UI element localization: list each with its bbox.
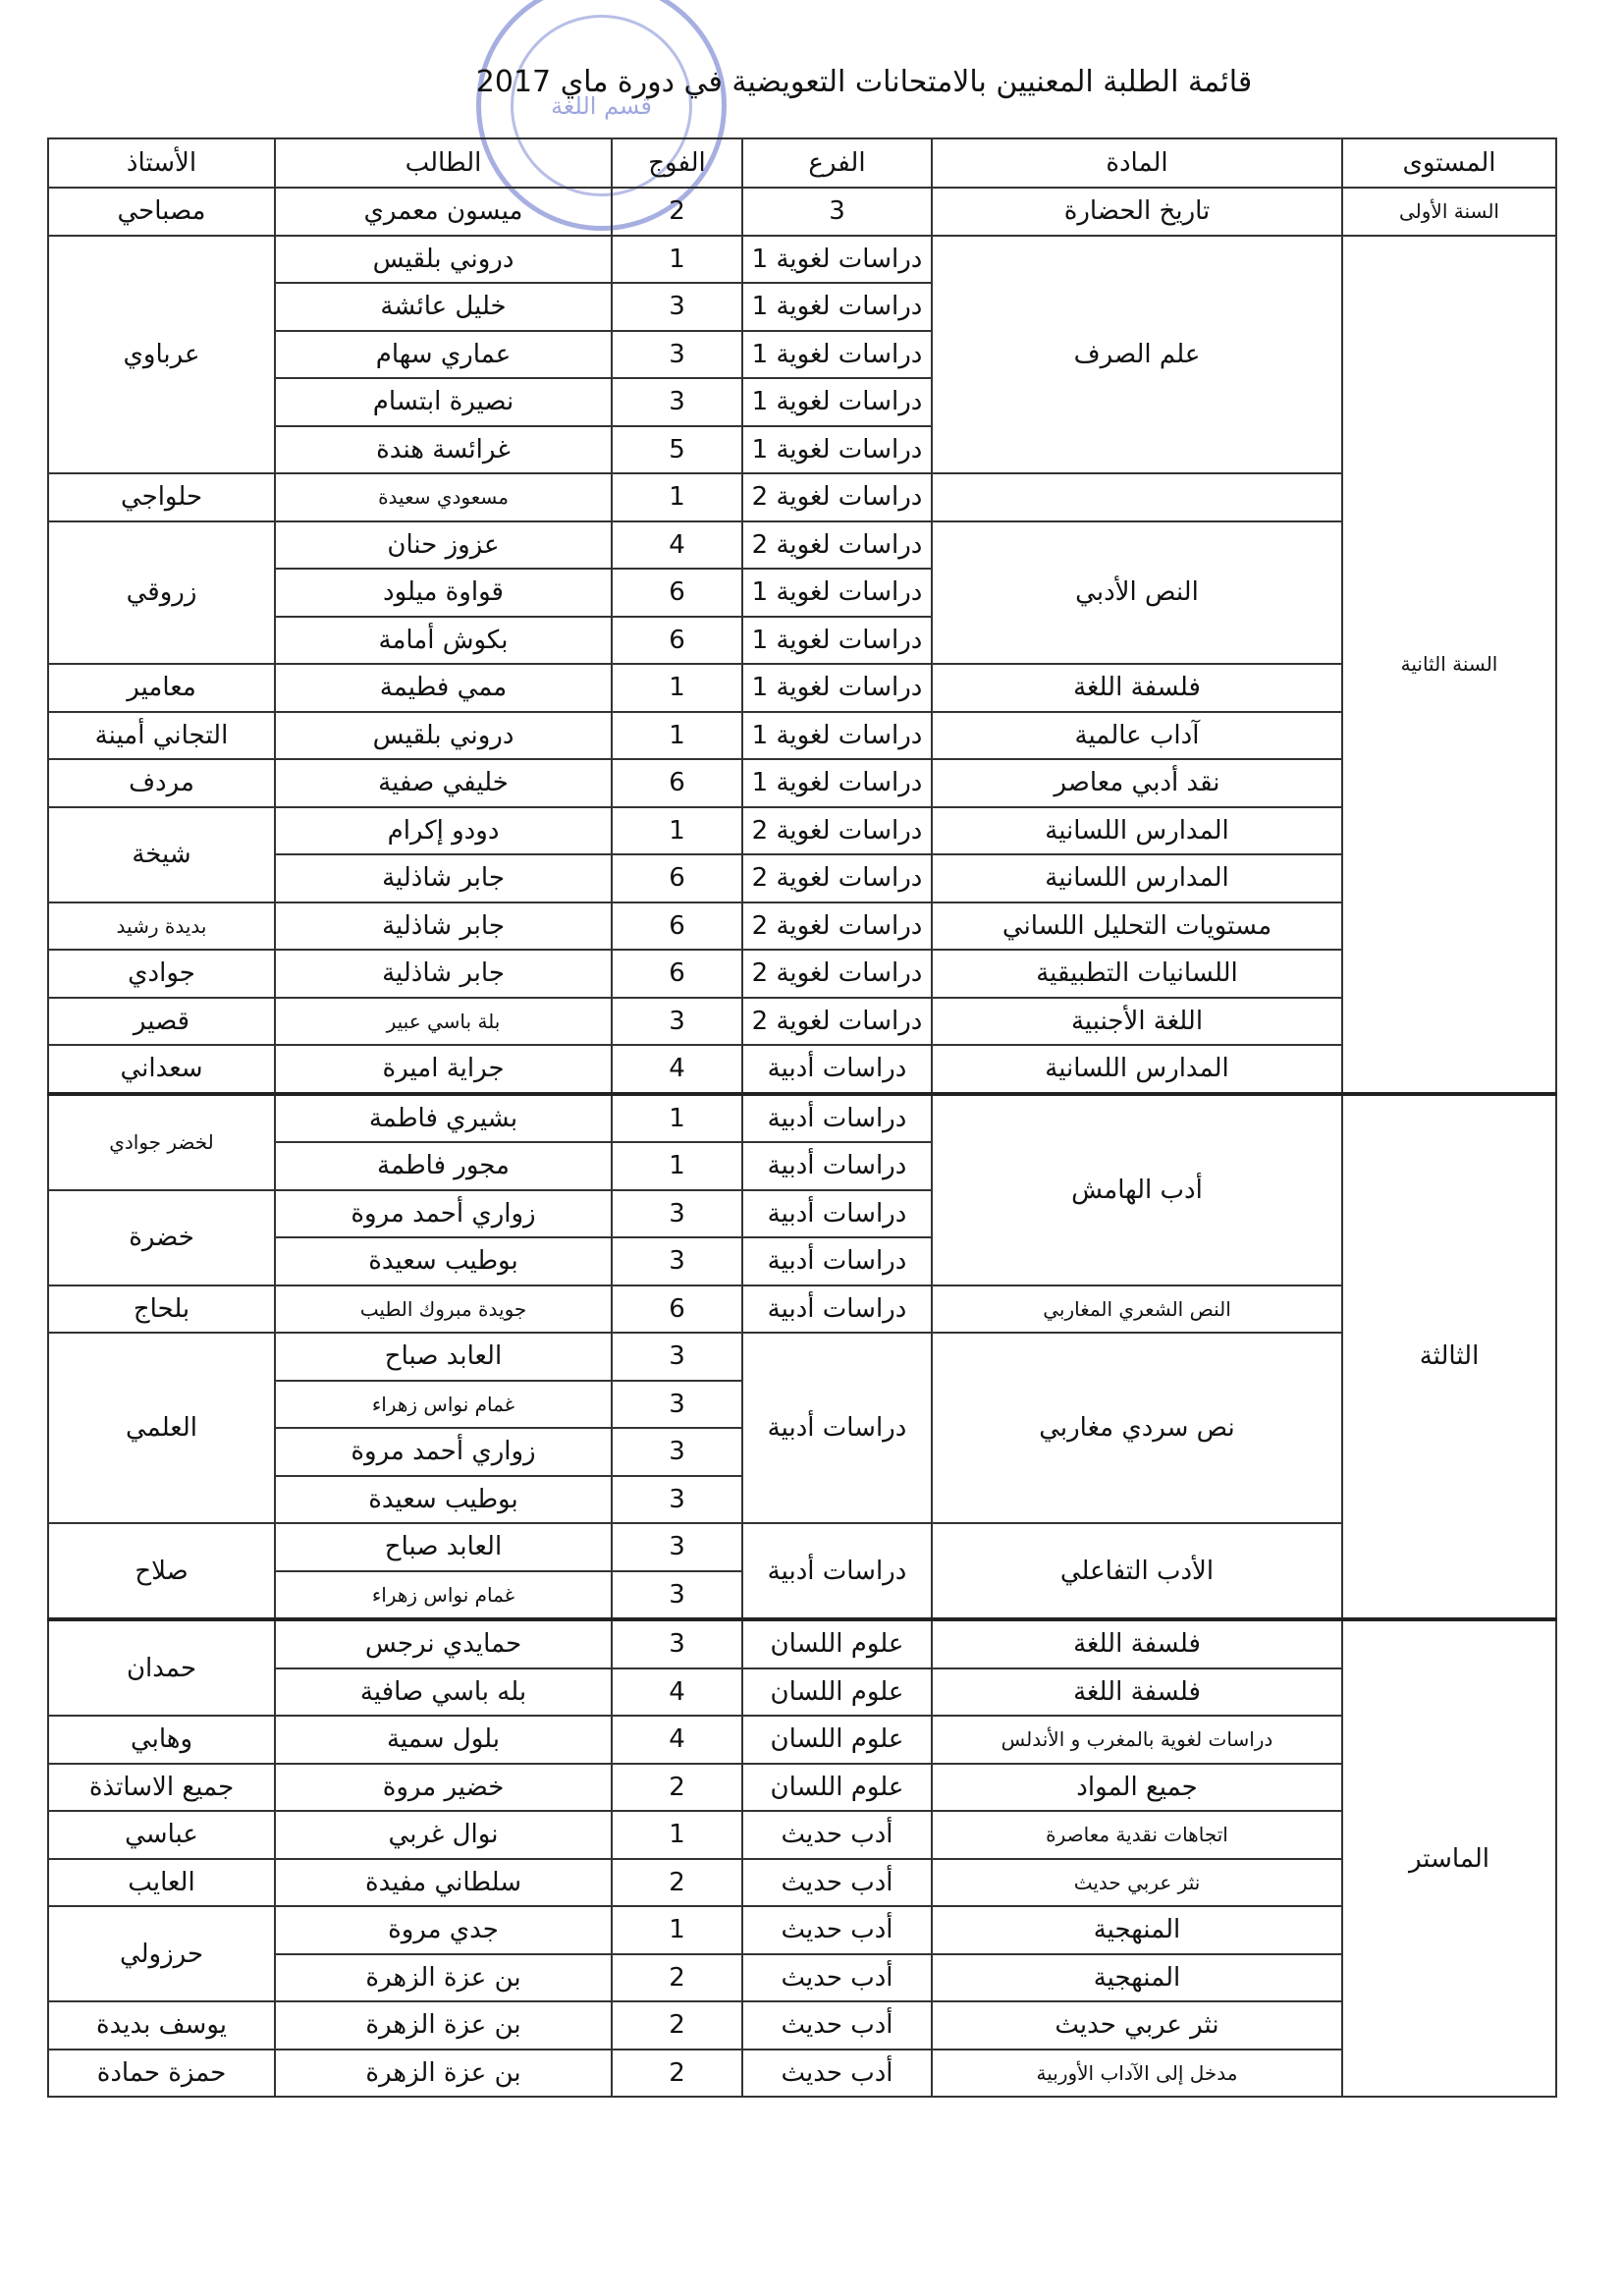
- teacher-cell: مصباحي: [48, 188, 275, 236]
- student-cell: جابر شاذلية: [275, 950, 612, 998]
- branch-cell: أدب حديث: [742, 2001, 932, 2050]
- group-cell: 2: [612, 2001, 742, 2050]
- subject-cell: نثر عربي حديث: [932, 2001, 1342, 2050]
- group-cell: 4: [612, 1045, 742, 1094]
- group-cell: 3: [612, 331, 742, 379]
- branch-cell: دراسات لغوية 2: [742, 998, 932, 1046]
- group-cell: 3: [612, 1476, 742, 1524]
- student-cell: غرائسة هندة: [275, 426, 612, 474]
- group-cell: 3: [612, 1428, 742, 1476]
- student-cell: ممي فطيمة: [275, 664, 612, 712]
- subject-cell: جميع المواد: [932, 1764, 1342, 1812]
- teacher-cell: حمدان: [48, 1619, 275, 1716]
- group-cell: 6: [612, 569, 742, 617]
- student-cell: زواري أحمد مروة: [275, 1428, 612, 1476]
- branch-cell: دراسات لغوية 2: [742, 473, 932, 521]
- student-cell: خليفي صفية: [275, 759, 612, 807]
- branch-cell: دراسات لغوية 1: [742, 331, 932, 379]
- branch-cell: دراسات أدبية: [742, 1142, 932, 1190]
- branch-cell: دراسات أدبية: [742, 1523, 932, 1619]
- teacher-cell: عرباوي: [48, 236, 275, 474]
- student-cell: بشيري فاطمة: [275, 1094, 612, 1143]
- header-teacher: الأستاذ: [48, 138, 275, 188]
- student-cell: بكوش أمامة: [275, 617, 612, 665]
- student-cell: العابد صباح: [275, 1333, 612, 1381]
- student-cell: نوال غربي: [275, 1811, 612, 1859]
- group-cell: 1: [612, 712, 742, 760]
- subject-cell: المنهجية: [932, 1954, 1342, 2002]
- group-cell: 6: [612, 854, 742, 902]
- group-cell: 5: [612, 426, 742, 474]
- branch-cell: دراسات أدبية: [742, 1094, 932, 1143]
- student-cell: جابر شاذلية: [275, 854, 612, 902]
- subject-cell: مستويات التحليل اللساني: [932, 902, 1342, 951]
- table-row: [48, 1523, 1556, 1571]
- group-cell: 6: [612, 902, 742, 951]
- group-cell: 3: [612, 1523, 742, 1571]
- student-cell: حمايدي نرجس: [275, 1619, 612, 1668]
- subject-cell: اللغة الأجنبية: [932, 998, 1342, 1046]
- table-row: [48, 521, 1556, 570]
- group-cell: 6: [612, 1285, 742, 1334]
- branch-cell: دراسات لغوية 1: [742, 759, 932, 807]
- header-group: الفوج: [612, 138, 742, 188]
- teacher-cell: جميع الاساتذة: [48, 1764, 275, 1812]
- student-cell: بوطيب سعيدة: [275, 1237, 612, 1285]
- subject-cell: الأدب التفاعلي: [932, 1523, 1342, 1619]
- group-cell: 3: [612, 1619, 742, 1668]
- group-cell: 6: [612, 617, 742, 665]
- group-cell: 2: [612, 188, 742, 236]
- level-cell: الثالثة: [1342, 1094, 1556, 1620]
- table-row: [48, 998, 1556, 1046]
- student-cell: ميسون معمري: [275, 188, 612, 236]
- teacher-cell: شيخة: [48, 807, 275, 902]
- student-cell: جابر شاذلية: [275, 902, 612, 951]
- student-cell: غمام نواس زهراء: [275, 1571, 612, 1620]
- table-row: [48, 854, 1556, 902]
- table-row: [48, 1333, 1556, 1381]
- student-cell: جراية اميرة: [275, 1045, 612, 1094]
- teacher-cell: حمزة حمادة: [48, 2050, 275, 2098]
- teacher-cell: عباسي: [48, 1811, 275, 1859]
- student-cell: دروني بلقيس: [275, 236, 612, 284]
- branch-cell: دراسات لغوية 2: [742, 854, 932, 902]
- group-cell: 2: [612, 1859, 742, 1907]
- group-cell: 6: [612, 950, 742, 998]
- table-row: [48, 807, 1556, 855]
- teacher-cell: العلمي: [48, 1333, 275, 1523]
- group-cell: 1: [612, 473, 742, 521]
- teacher-cell: حرزولي: [48, 1906, 275, 2001]
- subject-cell: اتجاهات نقدية معاصرة: [932, 1811, 1342, 1859]
- subject-cell: نقد أدبي معاصر: [932, 759, 1342, 807]
- teacher-cell: صلاح: [48, 1523, 275, 1619]
- student-cell: مسعودي سعيدة: [275, 473, 612, 521]
- group-cell: 1: [612, 1906, 742, 1954]
- branch-cell: أدب حديث: [742, 1859, 932, 1907]
- student-cell: دروني بلقيس: [275, 712, 612, 760]
- branch-cell: 3: [742, 188, 932, 236]
- table-row: [48, 1811, 1556, 1859]
- table-row: [48, 1668, 1556, 1717]
- header-level: المستوى: [1342, 138, 1556, 188]
- branch-cell: أدب حديث: [742, 1811, 932, 1859]
- branch-cell: دراسات لغوية 1: [742, 236, 932, 284]
- branch-cell: أدب حديث: [742, 1906, 932, 1954]
- subject-cell: النص الشعري المغاربي: [932, 1285, 1342, 1334]
- students-table: [47, 137, 1557, 2098]
- branch-cell: دراسات أدبية: [742, 1190, 932, 1238]
- group-cell: 1: [612, 1811, 742, 1859]
- header-subject: المادة: [932, 138, 1342, 188]
- branch-cell: دراسات لغوية 2: [742, 521, 932, 570]
- table-row: [48, 1094, 1556, 1143]
- header-student: الطالب: [275, 138, 612, 188]
- subject-cell: المدارس اللسانية: [932, 854, 1342, 902]
- teacher-cell: يوسف بديدة: [48, 2001, 275, 2050]
- group-cell: 2: [612, 2050, 742, 2098]
- table-row: [48, 1716, 1556, 1764]
- table-row: [48, 2050, 1556, 2098]
- branch-cell: دراسات لغوية 1: [742, 283, 932, 331]
- teacher-cell: مردف: [48, 759, 275, 807]
- subject-cell: مدخل إلى الآداب الأوربية: [932, 2050, 1342, 2098]
- branch-cell: دراسات لغوية 2: [742, 950, 932, 998]
- table-row: [48, 1045, 1556, 1094]
- teacher-cell: جوادي: [48, 950, 275, 998]
- group-cell: 6: [612, 759, 742, 807]
- group-cell: 3: [612, 1237, 742, 1285]
- teacher-cell: بلحاج: [48, 1285, 275, 1334]
- teacher-cell: زروقي: [48, 521, 275, 665]
- student-cell: قواوة ميلود: [275, 569, 612, 617]
- group-cell: 1: [612, 236, 742, 284]
- student-cell: بن عزة الزهرة: [275, 2001, 612, 2050]
- table-row: [48, 236, 1556, 284]
- subject-cell: المدارس اللسانية: [932, 1045, 1342, 1094]
- branch-cell: دراسات لغوية 1: [742, 426, 932, 474]
- teacher-cell: بديدة رشيد: [48, 902, 275, 951]
- student-cell: سلطاني مفيدة: [275, 1859, 612, 1907]
- group-cell: 3: [612, 378, 742, 426]
- branch-cell: علوم اللسان: [742, 1668, 932, 1717]
- student-cell: جدي مروة: [275, 1906, 612, 1954]
- branch-cell: دراسات لغوية 2: [742, 902, 932, 951]
- subject-cell: النص الأدبي: [932, 521, 1342, 665]
- group-cell: 4: [612, 1668, 742, 1717]
- table-row: [48, 188, 1556, 236]
- header-row: [48, 138, 1556, 188]
- teacher-cell: معامير: [48, 664, 275, 712]
- student-cell: خليل عائشة: [275, 283, 612, 331]
- student-cell: بن عزة الزهرة: [275, 2050, 612, 2098]
- group-cell: 2: [612, 1954, 742, 2002]
- table-row: [48, 1285, 1556, 1334]
- student-cell: بله باسي صافية: [275, 1668, 612, 1717]
- subject-cell: دراسات لغوية بالمغرب و الأندلس: [932, 1716, 1342, 1764]
- teacher-cell: خضرة: [48, 1190, 275, 1285]
- branch-cell: دراسات لغوية 2: [742, 807, 932, 855]
- branch-cell: علوم اللسان: [742, 1716, 932, 1764]
- student-cell: عماري سهام: [275, 331, 612, 379]
- teacher-cell: حلواجي: [48, 473, 275, 521]
- table-row: [48, 1906, 1556, 1954]
- student-cell: مجور فاطمة: [275, 1142, 612, 1190]
- table-row: [48, 712, 1556, 760]
- subject-cell: نص سردي مغاربي: [932, 1333, 1342, 1523]
- page-title: قائمة الطلبة المعنيين بالامتحانات التعويضية في دورة ماي 2017: [475, 65, 1253, 99]
- table-row: [48, 2001, 1556, 2050]
- student-cell: خضير مروة: [275, 1764, 612, 1812]
- table-row: [48, 1764, 1556, 1812]
- table-row: [48, 1859, 1556, 1907]
- group-cell: 3: [612, 1190, 742, 1238]
- group-cell: 2: [612, 1764, 742, 1812]
- subject-cell: نثر عربي حديث: [932, 1859, 1342, 1907]
- student-cell: بن عزة الزهرة: [275, 1954, 612, 2002]
- group-cell: 3: [612, 1333, 742, 1381]
- branch-cell: دراسات لغوية 1: [742, 712, 932, 760]
- level-cell: السنة الثانية: [1342, 236, 1556, 1094]
- subject-cell: تاريخ الحضارة: [932, 188, 1342, 236]
- branch-cell: أدب حديث: [742, 1954, 932, 2002]
- group-cell: 3: [612, 1381, 742, 1429]
- student-cell: بوطيب سعيدة: [275, 1476, 612, 1524]
- table-row: [48, 759, 1556, 807]
- subject-cell: آداب عالمية: [932, 712, 1342, 760]
- subject-cell: فلسفة اللغة: [932, 1668, 1342, 1717]
- branch-cell: دراسات أدبية: [742, 1045, 932, 1094]
- group-cell: 3: [612, 998, 742, 1046]
- branch-cell: علوم اللسان: [742, 1619, 932, 1668]
- subject-cell: فلسفة اللغة: [932, 1619, 1342, 1668]
- student-cell: زواري أحمد مروة: [275, 1190, 612, 1238]
- table-row: [48, 950, 1556, 998]
- table-row: [48, 1954, 1556, 2002]
- subject-cell: المدارس اللسانية: [932, 807, 1342, 855]
- table-row: [48, 473, 1556, 521]
- student-cell: العابد صباح: [275, 1523, 612, 1571]
- teacher-cell: التجاني أمينة: [48, 712, 275, 760]
- subject-cell: اللسانيات التطبيقية: [932, 950, 1342, 998]
- branch-cell: علوم اللسان: [742, 1764, 932, 1812]
- subject-cell: المنهجية: [932, 1906, 1342, 1954]
- teacher-cell: قصير: [48, 998, 275, 1046]
- group-cell: 1: [612, 1094, 742, 1143]
- group-cell: 1: [612, 807, 742, 855]
- group-cell: 4: [612, 521, 742, 570]
- group-cell: 3: [612, 1571, 742, 1620]
- level-cell: السنة الأولى: [1342, 188, 1556, 236]
- teacher-cell: لخضر جوادي: [48, 1094, 275, 1190]
- group-cell: 3: [612, 283, 742, 331]
- stamp-text: قسم اللغة: [551, 91, 652, 120]
- branch-cell: أدب حديث: [742, 2050, 932, 2098]
- student-cell: غمام نواس زهراء: [275, 1381, 612, 1429]
- table-row: [48, 902, 1556, 951]
- level-cell: الماستر: [1342, 1619, 1556, 2097]
- student-cell: بلول سمية: [275, 1716, 612, 1764]
- subject-cell: علم الصرف: [932, 236, 1342, 474]
- branch-cell: دراسات لغوية 1: [742, 569, 932, 617]
- table-row: [48, 1619, 1556, 1668]
- subject-cell: [932, 473, 1342, 521]
- student-cell: بلة باسي عبير: [275, 998, 612, 1046]
- student-cell: عزوز حنان: [275, 521, 612, 570]
- group-cell: 4: [612, 1716, 742, 1764]
- group-cell: 1: [612, 664, 742, 712]
- student-cell: نصيرة ابتسام: [275, 378, 612, 426]
- teacher-cell: سعداني: [48, 1045, 275, 1094]
- header-branch: الفرع: [742, 138, 932, 188]
- branch-cell: دراسات لغوية 1: [742, 664, 932, 712]
- table-row: [48, 664, 1556, 712]
- subject-cell: فلسفة اللغة: [932, 664, 1342, 712]
- teacher-cell: العايب: [48, 1859, 275, 1907]
- student-cell: جويدة مبروك الطيب: [275, 1285, 612, 1334]
- subject-cell: أدب الهامش: [932, 1094, 1342, 1285]
- branch-cell: دراسات أدبية: [742, 1237, 932, 1285]
- branch-cell: دراسات أدبية: [742, 1285, 932, 1334]
- branch-cell: دراسات لغوية 1: [742, 617, 932, 665]
- group-cell: 1: [612, 1142, 742, 1190]
- branch-cell: دراسات أدبية: [742, 1333, 932, 1523]
- student-cell: دودو إكرام: [275, 807, 612, 855]
- branch-cell: دراسات لغوية 1: [742, 378, 932, 426]
- teacher-cell: وهابي: [48, 1716, 275, 1764]
